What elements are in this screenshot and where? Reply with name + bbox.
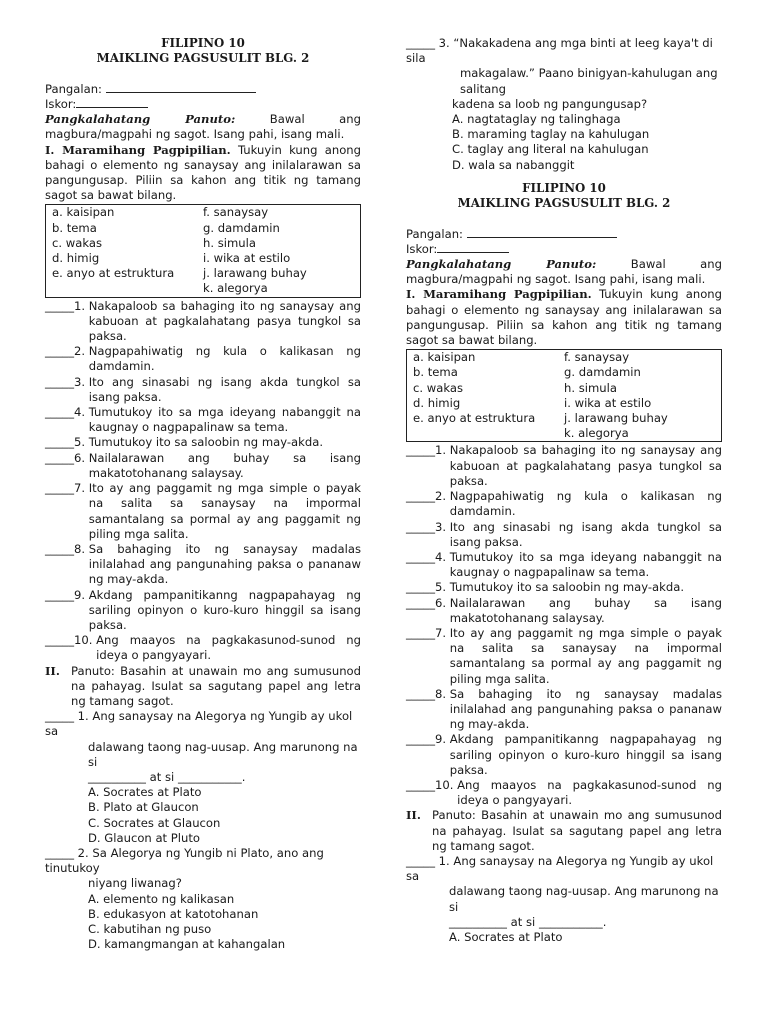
list-item bbox=[45, 451, 361, 481]
item-blank[interactable]: _____3. bbox=[45, 374, 86, 389]
choice: a. kaisipan bbox=[52, 205, 115, 220]
item-text: Ito ang sinasabi ng isang akda tungkol sa isang paksa. bbox=[88, 374, 361, 404]
question-fill-line bbox=[406, 915, 722, 930]
question-text: 2. Sa Alegorya ng Yungib ni Plato, ano ang tinutukoy bbox=[45, 845, 324, 876]
item-text: Ito ang sinasabi ng isang akda tungkol sa isang paksa. bbox=[449, 519, 722, 549]
option[interactable]: B. maraming taglay na kahulugan bbox=[452, 127, 650, 142]
choice: i. wika at estilo bbox=[203, 251, 291, 266]
choice: a. kaisipan bbox=[413, 350, 476, 365]
item-blank[interactable]: _____7. bbox=[45, 481, 86, 496]
choices-right bbox=[564, 350, 715, 441]
part1-instructions bbox=[45, 143, 361, 204]
choice: k. alegorya bbox=[203, 281, 268, 296]
score-label: Iskor: bbox=[406, 241, 438, 256]
option[interactable]: A. Socrates at Plato bbox=[88, 785, 202, 800]
item-blank[interactable]: _____9. bbox=[406, 732, 447, 747]
answer-blank[interactable]: _____ bbox=[406, 36, 435, 50]
list-item bbox=[406, 732, 722, 778]
choice: d. himig bbox=[413, 395, 461, 410]
fill-connector: at si bbox=[149, 769, 175, 784]
choice: k. alegorya bbox=[564, 426, 629, 441]
question-3 bbox=[406, 36, 722, 173]
item-blank[interactable]: _____5. bbox=[406, 580, 447, 595]
right-column bbox=[406, 36, 722, 945]
item-text: Tumutukoy ito sa saloobin ng may-akda. bbox=[449, 580, 685, 595]
choice: b. tema bbox=[52, 220, 97, 235]
instructions-text: Bawal ang magbura/magpahi ng sagot. Isang pahi, isang mali. bbox=[406, 257, 722, 287]
item-blank[interactable]: _____1. bbox=[45, 298, 86, 313]
item-text: Ang maayos na pagkakasunod-sunod ng ideya o pangyayari. bbox=[457, 777, 722, 808]
instructions-label: Pangkalahatang Panuto: bbox=[45, 112, 236, 127]
quiz-subtitle: MAIKLING PAGSUSULIT BLG. 2 bbox=[457, 196, 671, 211]
question-1 bbox=[406, 854, 722, 945]
option[interactable]: C. kabutihan ng puso bbox=[88, 921, 212, 936]
score-line[interactable] bbox=[76, 97, 148, 108]
part1-label: I. Maramihang Pagpipilian. bbox=[406, 287, 592, 302]
item-text: Tumutukoy ito sa saloobin ng may-akda. bbox=[88, 435, 324, 450]
item-text: Nagpapahiwatig ng kula o kalikasan ng damdamin. bbox=[449, 489, 722, 519]
item-text: Nailalarawan ang buhay sa isang makatotohanang salaysay. bbox=[449, 595, 722, 625]
item-blank[interactable]: _____6. bbox=[406, 595, 447, 610]
list-item bbox=[406, 443, 722, 489]
list-item bbox=[406, 626, 722, 687]
question-text-cont: dalawang taong nag-uusap. Ang marunong na si bbox=[449, 884, 719, 914]
item-blank[interactable]: _____10. bbox=[45, 633, 93, 648]
item-blank[interactable]: _____9. bbox=[45, 587, 86, 602]
option[interactable]: A. nagtataglay ng talinghaga bbox=[452, 112, 621, 127]
answer-blank[interactable]: _____ bbox=[45, 845, 74, 860]
choice: f. sanaysay bbox=[564, 350, 630, 365]
part2-label: II. bbox=[406, 808, 421, 823]
item-text: Ito ay ang paggamit ng mga simple o payak na salita sa sanaysay na impormal samantalang sa pormal ay ang paggamit ng piling mga salita. bbox=[88, 481, 361, 541]
left-column bbox=[45, 36, 361, 952]
item-text: Nagpapahiwatig ng kula o kalikasan ng damdamin. bbox=[88, 344, 361, 374]
item-blank[interactable]: _____10. bbox=[406, 777, 454, 792]
choice: h. simula bbox=[203, 235, 256, 250]
question-text-cont: kadena sa loob ng pangungusap? bbox=[452, 96, 648, 111]
score-label: Iskor: bbox=[45, 97, 77, 112]
choice: d. himig bbox=[52, 251, 100, 266]
item-blank[interactable]: _____2. bbox=[45, 344, 86, 359]
item-text: Ito ay ang paggamit ng mga simple o payak na salita sa sanaysay na impormal samantalang sa pormal ay ang paggamit ng piling mga salita. bbox=[449, 625, 722, 686]
name-label: Pangalan: bbox=[45, 81, 102, 96]
choices-box bbox=[45, 204, 361, 297]
item-text: Akdang pampanitikanng nagpapahayag ng sariling opinyon o kuro-kuro hinggil sa isang paksa. bbox=[449, 732, 722, 777]
list-item bbox=[45, 542, 361, 588]
choice: e. anyo at estruktura bbox=[52, 266, 175, 281]
choices-box bbox=[406, 349, 722, 442]
list-item bbox=[406, 687, 722, 733]
list-item bbox=[45, 405, 361, 435]
list-item bbox=[45, 588, 361, 634]
part2-text: Panuto: Basahin at unawain mo ang sumusunod na pahayag. Isulat sa sagutang papel ang letra ng tamang sagot. bbox=[432, 808, 722, 853]
score-line[interactable] bbox=[437, 242, 509, 253]
answer-blank[interactable]: _____ bbox=[406, 853, 435, 868]
score-field[interactable] bbox=[45, 97, 361, 112]
item-blank[interactable]: _____4. bbox=[406, 549, 447, 564]
fill-connector: at si bbox=[510, 914, 536, 929]
items-list bbox=[45, 299, 361, 664]
name-line[interactable] bbox=[467, 227, 617, 238]
name-field[interactable] bbox=[406, 227, 722, 242]
fill-blank[interactable]: __________ bbox=[88, 769, 146, 784]
question-fill-line bbox=[45, 770, 361, 785]
list-item bbox=[406, 580, 722, 595]
option[interactable]: B. Plato at Glaucon bbox=[88, 800, 199, 815]
list-item bbox=[45, 375, 361, 405]
choice: g. damdamin bbox=[564, 365, 641, 380]
fill-blank[interactable]: ___________. bbox=[538, 914, 607, 929]
part1-instructions bbox=[406, 287, 722, 348]
list-item bbox=[45, 481, 361, 542]
part2-text: Panuto: Basahin at unawain mo ang sumusunod na pahayag. Isulat sa sagutang papel ang letra ng tamang sagot. bbox=[71, 663, 361, 708]
question-2 bbox=[45, 846, 361, 952]
item-text: Sa bahaging ito ng sanaysay madalas inilalahad ang pangunahing paksa o pananaw ng may-akda. bbox=[449, 686, 722, 732]
item-blank[interactable]: _____1. bbox=[406, 443, 447, 458]
choices-right bbox=[203, 205, 354, 296]
choice: i. wika at estilo bbox=[564, 395, 652, 410]
option[interactable]: C. taglay ang literal na kahulugan bbox=[452, 142, 649, 157]
items-list bbox=[406, 443, 722, 808]
item-blank[interactable]: _____5. bbox=[45, 435, 86, 450]
score-field[interactable] bbox=[406, 242, 722, 257]
choices-left bbox=[52, 205, 203, 296]
answer-blank[interactable]: _____ bbox=[45, 709, 74, 724]
fill-blank[interactable]: ___________. bbox=[177, 769, 246, 784]
general-instructions bbox=[45, 112, 361, 142]
option[interactable]: D. Glaucon at Pluto bbox=[88, 830, 200, 845]
choice: e. anyo at estruktura bbox=[413, 411, 536, 426]
list-item bbox=[45, 299, 361, 345]
list-item bbox=[45, 435, 361, 450]
item-blank[interactable]: _____6. bbox=[45, 450, 86, 465]
quiz-title: FILIPINO 10 bbox=[161, 36, 245, 50]
quiz-title: FILIPINO 10 bbox=[522, 180, 606, 195]
choice: b. tema bbox=[413, 365, 458, 380]
part1-text: Tukuyin kung anong bahagi o elemento ng sanaysay ang inilalarawan sa pangungusap. Piliin sa kahon ang titik ng tamang sagot sa bawat bilang. bbox=[45, 142, 362, 203]
fill-blank[interactable]: __________ bbox=[449, 914, 507, 929]
part2-instructions bbox=[406, 808, 722, 854]
option[interactable]: C. Socrates at Glaucon bbox=[88, 815, 221, 830]
list-item bbox=[45, 633, 361, 663]
list-item bbox=[45, 344, 361, 374]
general-instructions bbox=[406, 257, 722, 287]
choice: g. damdamin bbox=[203, 220, 280, 235]
choice: j. larawang buhay bbox=[564, 411, 668, 426]
list-item bbox=[406, 596, 722, 626]
question-text: 1. Ang sanaysay na Alegorya ng Yungib ay ukol sa bbox=[45, 709, 353, 739]
name-field[interactable] bbox=[45, 82, 361, 97]
option[interactable]: D. wala sa nabanggit bbox=[452, 157, 575, 172]
list-item bbox=[406, 550, 722, 580]
item-text: Tumutukoy ito sa mga ideyang nabanggit na kaugnay o nagpapalinaw sa tema. bbox=[449, 549, 722, 580]
question-text-cont: makagalaw.” Paano binigyan-kahulugan ang salitang bbox=[460, 66, 718, 96]
option[interactable]: A. elemento ng kalikasan bbox=[88, 891, 235, 906]
item-text: Nakapaloob sa bahaging ito ng sanaysay ang kabuoan at pagkalahatang pasya tungkol sa paksa. bbox=[88, 298, 361, 344]
part1-text: Tukuyin kung anong bahagi o elemento ng sanaysay ang inilalarawan sa pangungusap. Piliin sa kahon ang titik ng tamang sagot sa bawat bilang. bbox=[406, 287, 723, 348]
part2-label: II. bbox=[45, 663, 60, 678]
name-line[interactable] bbox=[106, 82, 256, 93]
name-label: Pangalan: bbox=[406, 226, 463, 241]
option[interactable]: D. kamangmangan at kahangalan bbox=[88, 937, 286, 952]
list-item bbox=[406, 489, 722, 519]
choice: c. wakas bbox=[413, 380, 463, 395]
quiz-subtitle: MAIKLING PAGSUSULIT BLG. 2 bbox=[96, 51, 310, 66]
item-blank[interactable]: _____7. bbox=[406, 625, 447, 640]
item-blank[interactable]: _____2. bbox=[406, 489, 447, 504]
question-text-cont: niyang liwanag? bbox=[88, 876, 182, 891]
choices-left bbox=[413, 350, 564, 441]
question-text: 3. “Nakakadena ang mga binti at leeg kaya't di sila bbox=[406, 36, 713, 66]
choice: j. larawang buhay bbox=[203, 266, 307, 281]
question-text-cont: dalawang taong nag-uusap. Ang marunong na si bbox=[88, 739, 358, 769]
item-text: Ang maayos na pagkakasunod-sunod ng ideya o pangyayari. bbox=[96, 633, 361, 663]
part1-label: I. Maramihang Pagpipilian. bbox=[45, 142, 231, 157]
question-text: 1. Ang sanaysay na Alegorya ng Yungib ay ukol sa bbox=[406, 853, 714, 884]
choice: h. simula bbox=[564, 380, 617, 395]
instructions-label: Pangkalahatang Panuto: bbox=[406, 257, 597, 272]
item-text: Sa bahaging ito ng sanaysay madalas inilalahad ang pangunahing paksa o pananaw ng may-akda. bbox=[88, 541, 361, 587]
list-item bbox=[406, 778, 722, 808]
item-blank[interactable]: _____3. bbox=[406, 519, 447, 534]
option[interactable]: A. Socrates at Plato bbox=[449, 929, 563, 944]
part2-instructions bbox=[45, 664, 361, 710]
item-blank[interactable]: _____8. bbox=[406, 686, 447, 701]
choice: c. wakas bbox=[52, 235, 102, 250]
instructions-text: Bawal ang magbura/magpahi ng sagot. Isang pahi, isang mali. bbox=[45, 112, 361, 142]
item-blank[interactable]: _____4. bbox=[45, 405, 86, 420]
item-text: Tumutukoy ito sa mga ideyang nabanggit na kaugnay o nagpapalinaw sa tema. bbox=[88, 405, 361, 435]
item-blank[interactable]: _____8. bbox=[45, 541, 86, 556]
choice: f. sanaysay bbox=[203, 205, 269, 220]
question-1 bbox=[45, 709, 361, 846]
item-text: Akdang pampanitikanng nagpapahayag ng sariling opinyon o kuro-kuro hinggil sa isang paksa. bbox=[88, 587, 361, 632]
item-text: Nailalarawan ang buhay sa isang makatotohanang salaysay. bbox=[88, 450, 361, 480]
option[interactable]: B. edukasyon at katotohanan bbox=[88, 906, 259, 921]
item-text: Nakapaloob sa bahaging ito ng sanaysay ang kabuoan at pagkalahatang pasya tungkol sa paksa. bbox=[449, 443, 722, 488]
list-item bbox=[406, 520, 722, 550]
